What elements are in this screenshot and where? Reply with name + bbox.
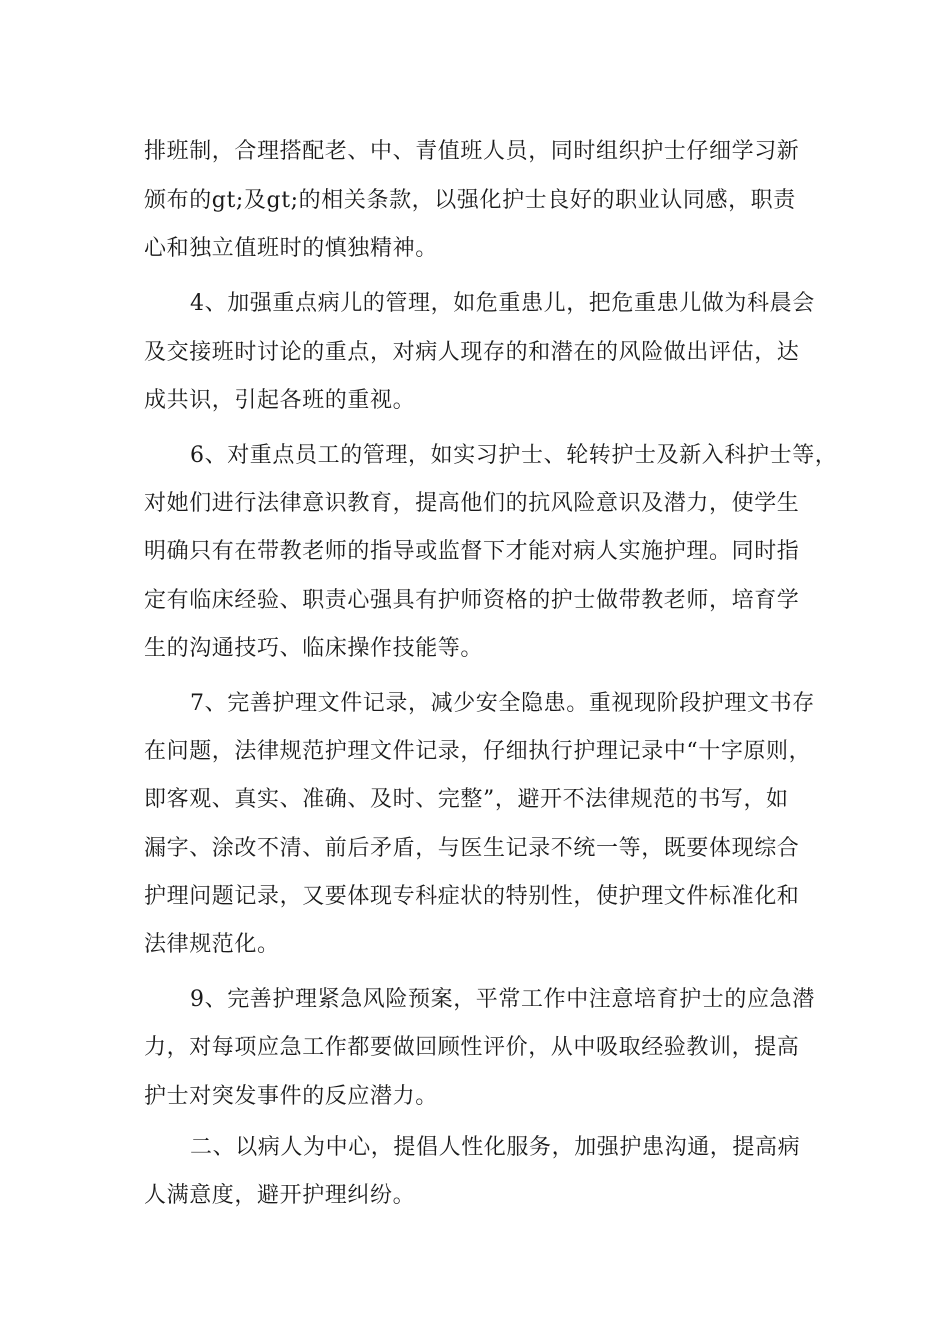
paragraph-2-line-2: 及交接班时讨论的重点，对病人现存的和潜在的风险做出评估，达	[144, 340, 800, 365]
paragraph-4-line-4: 漏字、涂改不清、前后矛盾，与医生记录不统一等，既要体现综合	[144, 836, 800, 861]
paragraph-5-line-2: 力，对每项应急工作都要做回顾性评价，从中吸取经验教训，提高	[144, 1035, 800, 1060]
paragraph-5-line-3: 护士对突发事件的反应潜力。	[144, 1084, 438, 1109]
paragraph-4-line-6: 法律规范化。	[144, 932, 280, 957]
paragraph-1-line-1: 排班制，合理搭配老、中、青值班人员，同时组织护士仔细学习新	[144, 139, 800, 164]
paragraph-3-line-4: 定有临床经验、职责心强具有护师资格的护士做带教老师，培育学	[144, 588, 800, 613]
paragraph-6-line-2: 人满意度，避开护理纠纷。	[144, 1183, 416, 1208]
paragraph-1-line-2: 颁布的gt;及gt;的相关条款，以强化护士良好的职业认同感，职责	[144, 188, 796, 213]
paragraph-4-line-5: 护理问题记录，又要体现专科症状的特别性，使护理文件标准化和	[144, 884, 800, 909]
paragraph-2-line-3: 成共识，引起各班的重视。	[144, 388, 416, 413]
paragraph-3-line-2: 对她们进行法律意识教育，提高他们的抗风险意识及潜力，使学生	[144, 491, 800, 516]
paragraph-3-line-3: 明确只有在带教老师的指导或监督下才能对病人实施护理。同时指	[144, 539, 800, 564]
paragraph-6-line-1: 二、以病人为中心，提倡人性化服务，加强护患沟通，提高病	[190, 1135, 801, 1160]
paragraph-4-line-3: 即客观、真实、准确、及时、完整”，避开不法律规范的书写，如	[144, 787, 789, 812]
paragraph-3-line-1: 6、对重点员工的管理，如实习护士、轮转护士及新入科护士等，	[190, 443, 838, 468]
paragraph-2-line-1: 4、加强重点病儿的管理，如危重患儿，把危重患儿做为科晨会	[190, 291, 815, 316]
paragraph-1-line-3: 心和独立值班时的慎独精神。	[144, 236, 438, 261]
paragraph-4-line-1: 7、完善护理文件记录，减少安全隐患。重视现阶段护理文书存	[190, 691, 815, 716]
paragraph-5-line-1: 9、完善护理紧急风险预案，平常工作中注意培育护士的应急潜	[190, 987, 815, 1012]
paragraph-3-line-5: 生的沟通技巧、临床操作技能等。	[144, 636, 484, 661]
paragraph-4-line-2: 在问题，法律规范护理文件记录，仔细执行护理记录中“十字原则，	[144, 739, 812, 764]
